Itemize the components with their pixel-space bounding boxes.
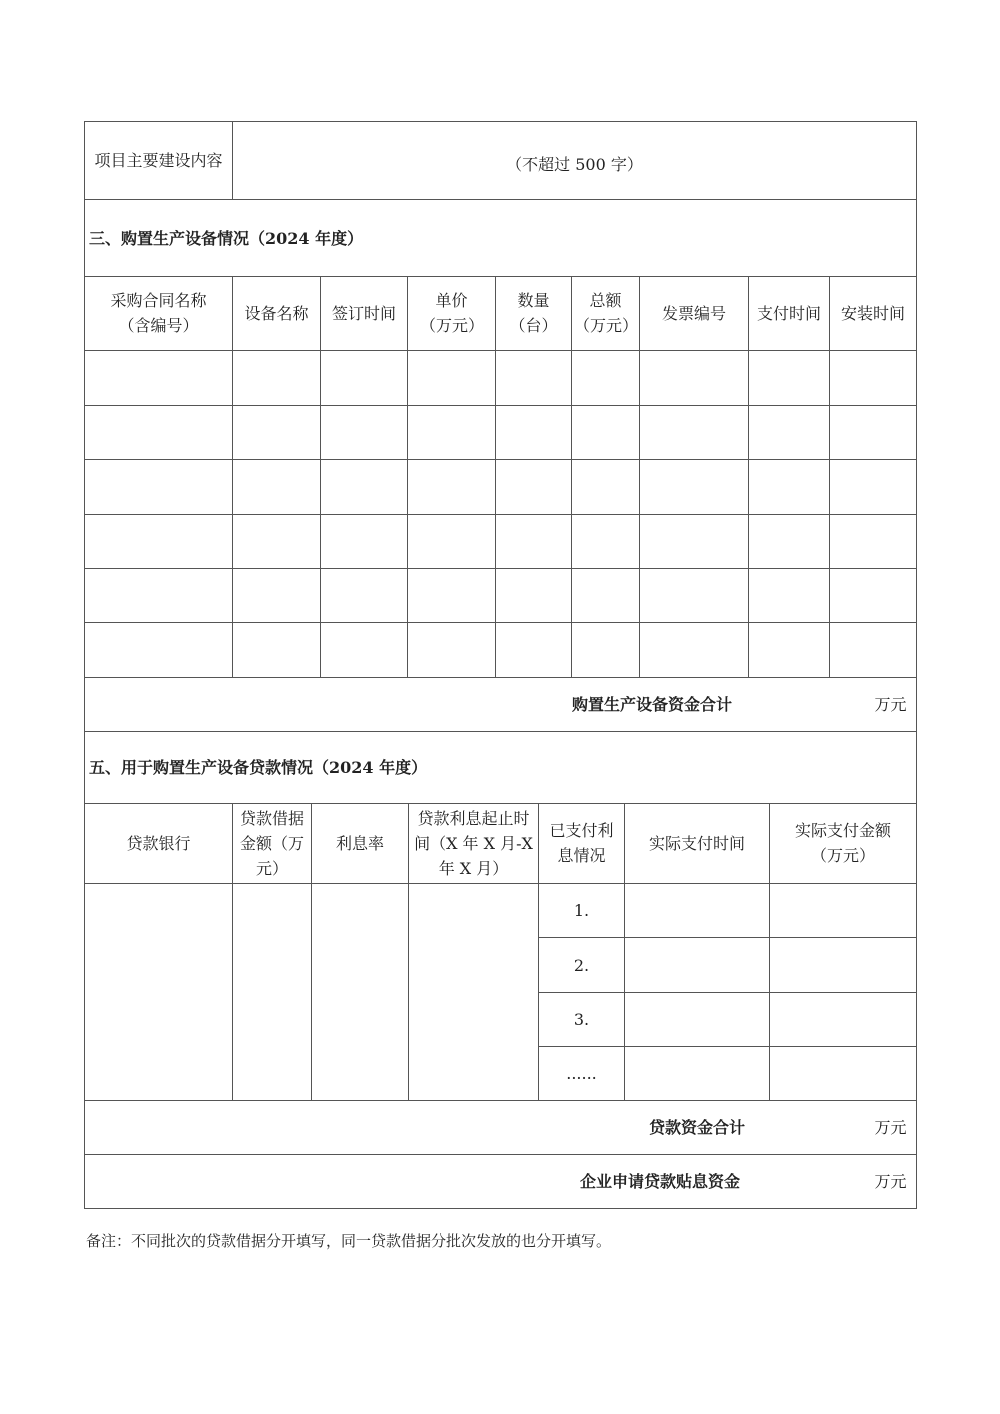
row-divider: [85, 677, 916, 678]
loan-section-title: 五、用于购置生产设备贷款情况（2024 年度）: [89, 758, 428, 777]
header-invoice-no: 发票编号: [661, 303, 726, 323]
form-table: [84, 121, 917, 1209]
row-divider: [85, 350, 916, 351]
header-unit-price: 单价（万元）: [420, 291, 485, 335]
row-divider: [85, 568, 916, 569]
row-divider: [85, 883, 916, 884]
header-install-date: 安装时间: [840, 303, 905, 323]
subsidy-unit: 万元: [874, 1172, 907, 1191]
header-loan-amount: 贷款借据金额（万元）: [239, 808, 304, 878]
header-sign-date: 签订时间: [331, 303, 396, 323]
payment-item: 1.: [573, 901, 590, 920]
payment-item: 2.: [573, 955, 590, 975]
equipment-section-title: 三、购置生产设备情况（2024 年度）: [89, 228, 364, 248]
subsidy-label: 企业申请贷款贴息资金: [579, 1172, 740, 1191]
loan-total-label: 贷款资金合计: [648, 1118, 745, 1137]
header-interest-paid: 已支付利息情况: [549, 821, 614, 865]
equipment-total-unit: 万元: [874, 695, 907, 714]
header-interest-rate: 利息率: [335, 833, 384, 853]
row-divider: [85, 459, 916, 460]
header-payment-date: 支付时间: [756, 303, 821, 323]
equipment-total-label: 购置生产设备资金合计: [571, 695, 732, 714]
header-actual-pay-amount: 实际支付金额（万元）: [794, 821, 891, 865]
row-divider: [85, 514, 916, 515]
header-interest-period: 贷款利息起止时间（X 年 X 月-X 年 X 月）: [414, 808, 533, 878]
header-device-name: 设备名称: [244, 303, 309, 323]
project-content-field[interactable]: （不超过 500 字）: [506, 155, 643, 174]
payment-item: ......: [566, 1064, 597, 1083]
row-divider: [85, 405, 916, 406]
header-total: 总额（万元）: [574, 291, 639, 335]
row-divider: [85, 1154, 916, 1155]
footnote: 备注：不同批次的贷款借据分开填写，同一贷款借据分批次发放的也分开填写。: [86, 1232, 612, 1250]
project-content-label: 项目主要建设内容: [94, 151, 223, 170]
row-divider: [85, 1100, 916, 1101]
row-divider: [85, 622, 916, 623]
header-quantity: 数量（台）: [509, 291, 558, 335]
header-loan-bank: 贷款银行: [126, 833, 191, 853]
header-actual-pay-date: 实际支付时间: [648, 833, 745, 853]
payment-item: 3.: [573, 1010, 590, 1029]
loan-total-unit: 万元: [874, 1118, 907, 1137]
header-contract-name: 采购合同名称（含编号）: [110, 291, 207, 335]
